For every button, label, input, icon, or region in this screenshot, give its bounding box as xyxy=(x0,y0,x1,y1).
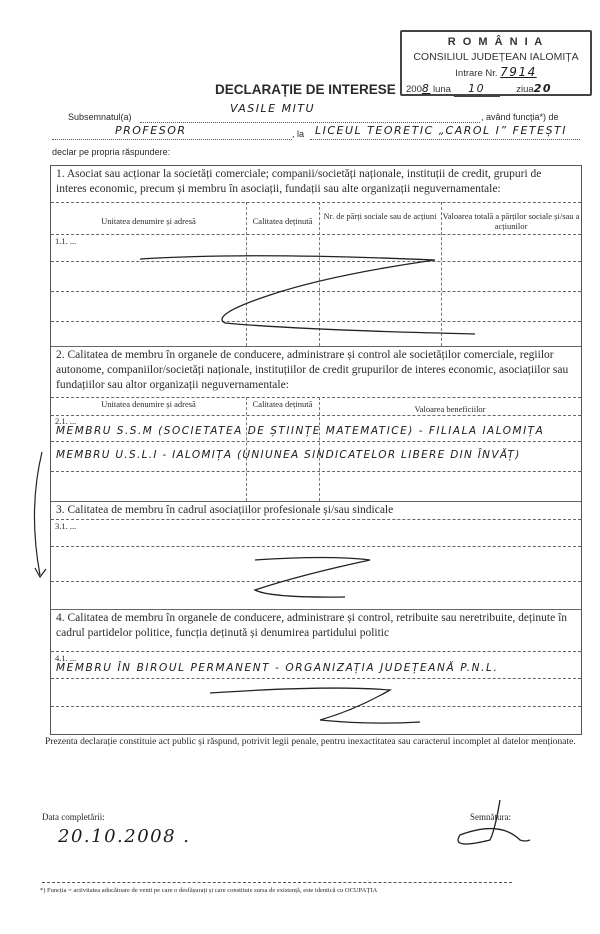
declare-text: declar pe propria răspundere: xyxy=(52,147,171,157)
function-value: PROFESOR xyxy=(115,124,187,137)
stamp-entry-number: 7914 xyxy=(500,65,537,79)
s2-row-number: 2.1. ... xyxy=(55,416,77,426)
section-2-text: 2. Calitatea de membru în organele de conducere, administrare și control ale societăților comerciale, regiilor autonome, companiilor/societăți naționale, instituțiilor de credit grupurilor de interes economic, asociațiilor sau fundațiilor sau altor organizații neguvernamentale: xyxy=(56,349,569,391)
s1-header-value: Valoarea totală a părților sociale și/sau a acțiunilor xyxy=(442,211,580,231)
s4-row-number: 4.1. ... xyxy=(55,653,77,663)
at-label: , la xyxy=(292,129,305,139)
page-title: DECLARAȚIE DE INTERESE xyxy=(215,82,396,97)
completion-date: 20.10.2008 . xyxy=(58,826,191,847)
stamp-day: 20 xyxy=(533,82,552,95)
section-4-text: 4. Calitatea de membru în organele de conducere, administrare și control, retribuite sau neretribuite, deținute în cadrul partidelor politice, funcția deținută și denumirea partidului politic xyxy=(56,612,568,639)
s3-row-number: 3.1. ... xyxy=(55,521,77,531)
s2-header-unit: Unitatea denumire și adresă xyxy=(101,399,196,409)
s1-header-quality: Calitatea deținută xyxy=(252,216,313,226)
stamp-year-digit: 8 xyxy=(421,82,431,95)
s2-entry-1: MEMBRU S.S.M (SOCIETATEA DE ȘTIINȚE MATEMATICE) - FILIALA IALOMIȚA xyxy=(56,425,545,437)
s1-header-shares: Nr. de părți sociale sau de acțiuni xyxy=(323,211,437,221)
stamp-month: 10 xyxy=(454,81,500,97)
s2-header-benefits: Valoarea beneficiilor xyxy=(414,404,486,414)
signature-label: Semnătura: xyxy=(470,812,511,822)
s4-entry: MEMBRU ÎN BIROUL PERMANENT - ORGANIZAȚIA JUDEȚEANĂ P.N.L. xyxy=(56,662,499,674)
section-3-text: 3. Calitatea de membru în cadrul asociațiilor profesionale și/sau sindicale xyxy=(56,504,394,516)
s1-header-unit: Unitatea denumire și adresă xyxy=(101,216,196,226)
section-1-text: 1. Asociat sau acționar la societăți comerciale; companii/societăți naționale, instituții de credit, grupuri de interes economic, precum și membru în asociații, fundații sau alte organizații neguvernamentale: xyxy=(56,168,542,195)
stamp-entry-label: Intrare Nr. xyxy=(455,68,498,79)
declarant-name: VASILE MITU xyxy=(230,102,316,115)
s2-header-quality: Calitatea deținută xyxy=(252,399,313,409)
footnote: *) Funcția = activitatea aducătoare de venit pe care o desfășurați și care constituie sursa de existență, este identică cu OCUPAȚIA xyxy=(40,887,378,894)
date-label: Data completării: xyxy=(42,812,105,822)
stamp-day-label: ziua xyxy=(516,84,534,95)
subsemnatul-label: Subsemnatul(a) xyxy=(68,112,132,122)
function-label: , având funcția*) de xyxy=(481,112,559,122)
stamp-month-label: luna xyxy=(433,84,451,95)
stamp-institution: CONSILIUL JUDEȚEAN IALOMIȚA xyxy=(413,51,579,63)
s2-entry-2: MEMBRU U.S.L.I - IALOMIȚA (UNIUNEA SINDICATELOR LIBERE DIN ÎNVĂȚ) xyxy=(56,449,521,461)
s1-row-number: 1.1. ... xyxy=(55,236,77,246)
disclaimer-text: Prezenta declarație constituie act public și răspund, potrivit legii penale, pentru inexactitatea sau caracterul incomplet al datelor menționate. xyxy=(45,737,576,747)
institution-value: LICEUL TEORETIC „CAROL I” FETEȘTI xyxy=(315,124,568,137)
stamp-year-prefix: 200 xyxy=(406,84,422,95)
stamp-country: R O M Â N I A xyxy=(447,36,545,48)
